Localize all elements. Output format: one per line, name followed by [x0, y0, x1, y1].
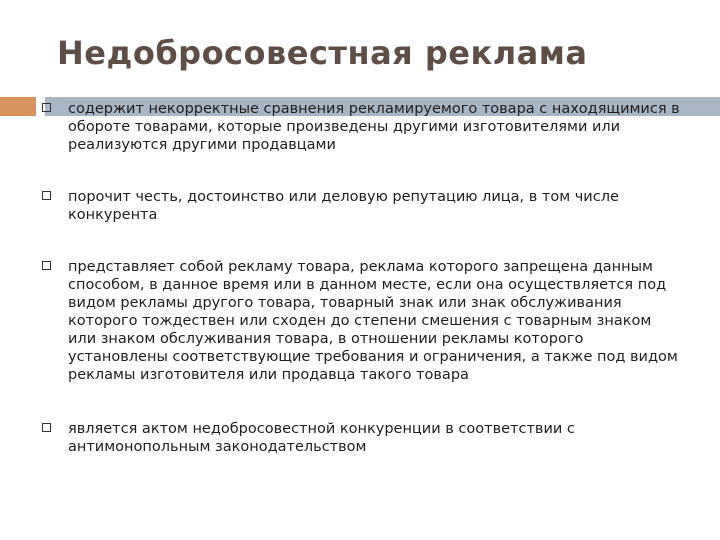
bullet-list — [40, 100, 680, 456]
checkbox-square-icon — [42, 191, 51, 200]
bullet-item — [40, 188, 680, 224]
bullet-text: является актом недобросовестной конкуренции в соответствии с антимонопольным законодательством — [68, 421, 575, 455]
checkbox-square-icon — [42, 103, 51, 112]
checkbox-square-icon — [42, 261, 51, 270]
bullet-text: порочит честь, достоинство или деловую репутацию лица, в том числе конкурента — [68, 189, 619, 223]
bullet-item — [40, 100, 680, 154]
checkbox-square-icon — [42, 423, 51, 432]
bullet-item — [40, 258, 680, 384]
bullet-text: представляет собой рекламу товара, реклама которого запрещена данным способом, в данное время или в данном месте, если она осуществляется под видом рекламы другого товара, товарный знак или знак обслуживания которого тождествен или сходен до степени смешения с товарным знаком или знаком обслуживания товара, в отношении рекламы которого установлены соответствующие требования и ограничения, а также под видом рекламы изготовителя или продавца такого товара — [68, 259, 678, 383]
slide-title: Недобросовестная реклама — [57, 34, 588, 72]
accent-bar — [0, 97, 36, 116]
bullet-item — [40, 420, 680, 456]
bullet-text: содержит некорректные сравнения рекламируемого товара с находящимися в обороте товарами, которые произведены другими изготовителями или реализуются другими продавцами — [68, 101, 680, 153]
